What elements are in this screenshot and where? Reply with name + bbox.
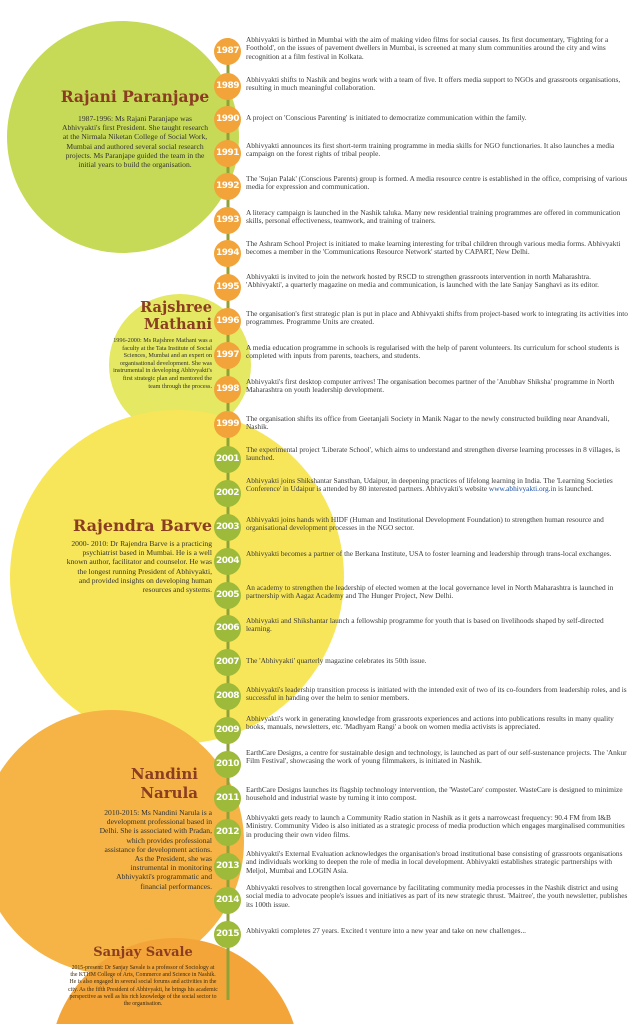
year-badge: 2010 — [214, 751, 241, 778]
president-bio: 2000- 2010: Dr Rajendra Barve is a practicing psychiatrist based in Mumbai. He is a well known author, facilitator and counselor. He was the longest running President of Abhivyakti, and provided insights on developing human resources and systems. — [66, 539, 212, 595]
year-badge: 1995 — [214, 274, 241, 301]
entry-text: A literacy campaign is launched in the Nashik taluka. Many new residential training programmes are offered in communication skills, personal effectiveness, teamwork, and training of trainers. — [246, 208, 621, 226]
year-badge: 2011 — [214, 785, 241, 812]
year-badge: 2015 — [214, 921, 241, 948]
year-badge: 1991 — [214, 140, 241, 167]
president-name-line2: Mathani — [143, 316, 212, 333]
year-badge: 1994 — [214, 240, 241, 267]
president-name-line2: Narula — [140, 784, 198, 802]
entry-text: The 'Sujan Palak' (Conscious Parents) group is formed. A media resource centre is established in the office, comprising of various media for expression and communication. — [246, 174, 628, 192]
president-bio: 2010-2015: Ms Nandini Narula is a development professional based in Delhi. She is associated with Pradan, which provides professional assistance for development actions. As the President, she was instrumental in monitoring Abhivyakti's programmatic and financial performances. — [99, 808, 212, 891]
year-badge: 1989 — [214, 73, 241, 100]
entry-text: A media education programme in schools is regularised with the help of parent volunteers. Its curriculum for school students is completed with inputs from parents, teachers, and students. — [246, 343, 620, 361]
year-badge: 1992 — [214, 173, 241, 200]
entry-text: EarthCare Designs launches its flagship technology intervention, the 'WasteCare' composter. WasteCare is designed to minimize household and industrial waste by turning it into compost. — [246, 785, 623, 803]
year-badge: 1996 — [214, 308, 241, 335]
president-name: Rajendra Barve — [73, 516, 212, 535]
website-link[interactable]: www.abhivyakti.org.in — [488, 484, 557, 494]
entry-text — [246, 477, 630, 494]
entry-text: Abhivyakti announces its first short-term training programme in media skills for NGO functionaries. It also launches a media campaign on the forest rights of tribal people. — [246, 141, 615, 159]
year-badge: 1999 — [214, 411, 241, 438]
president-name-line1: Nandini — [130, 765, 198, 783]
entry-text: Abhivyakti's first desktop computer arrives! The organisation becomes partner of the 'Anubhav Shiksha' programme in North Maharashtra on youth leadership development. — [246, 377, 615, 395]
year-badge: 2001 — [214, 446, 241, 473]
year-badge: 1990 — [214, 106, 241, 133]
entry-text: The Ashram School Project is initiated to make learning interesting for tribal children through various media forms. Abhivyakti becomes a member in the 'Communications Resource Network' started by CAPART, New Delhi. — [246, 239, 621, 257]
entry-text: The experimental project 'Liberate School', which aims to understand and strengthen diverse learning processes in 8 villages, is launched. — [246, 445, 621, 463]
entry-text-main: Abhivyakti joins Shikshantar Sansthan, Udaipur, in deepening practices of lifelong learning in India. The 'Learning Societies Conference' in Udaipur is attended by 80 interested partners. Abhivyakti's website — [246, 476, 613, 494]
entry-text: Abhivyakti is invited to join the network hosted by RSCD to strengthen grassroots intervention in north Maharashtra. 'Abhivyakti', a quarterly magazine on media and communication, is launched with the late Sanjay Sanghavi as its editor. — [246, 272, 600, 290]
entry-text: Abhivyakti's External Evaluation acknowledges the organisation's broad institutional base consisting of grassroots organisations and individuals working to deepen the role of media in local development. Abhivyakti establishes strategic partnerships with Meljol, Mumbai and LOGIN Asia. — [246, 849, 623, 875]
year-badge: 2006 — [214, 615, 241, 642]
year-badge: 2003 — [214, 514, 241, 541]
entry-text: Abhivyakti gets ready to launch a Community Radio station in Nashik as it gets a narrowcast frequency: 90.4 FM from I&B Ministry. Community Video is also initiated as a strategic process of media production which engages marginalised communities in producing their own video films. — [246, 813, 625, 839]
president-name: Sanjay Savale — [93, 945, 193, 960]
entry-text: An academy to strengthen the leadership of elected women at the local governance level in North Maharashtra is launched in partnership with Aagaz Academy and The Hunger Project, New Delhi. — [246, 583, 614, 601]
entry-text: Abhivyakti shifts to Nashik and begins work with a team of five. It offers media support to NGOs and grassroots organisations, resulting in much meaningful collaboration. — [246, 75, 621, 93]
entry-text: The organisation's first strategic plan is put in place and Abhivyakti shifts from project-based work to integrating its activities into programmes. Programme Units are created. — [246, 309, 628, 327]
entry-text: EarthCare Designs, a centre for sustainable design and technology, is launched as part of our self-sustenance projects. The 'Ankur Film Festival', showcasing the work of young filmmakers, is initiated in Nashik. — [246, 748, 627, 766]
year-badge: 2005 — [214, 582, 241, 609]
entry-text: The 'Abhivyakti' quarterly magazine celebrates its 50th issue. — [246, 656, 427, 665]
president-name-line1: Rajshree — [140, 299, 212, 316]
year-badge: 2004 — [214, 548, 241, 575]
year-badge: 2002 — [214, 480, 241, 507]
president-name: Rajani Paranjape — [60, 87, 210, 106]
entry-text: Abhivyakti's leadership transition process is initiated with the intended exit of two of its co-founders from leadership roles, and is successful in handing over the helm to senior members. — [246, 685, 627, 703]
year-badge: 2007 — [214, 649, 241, 676]
year-badge: 1997 — [214, 342, 241, 369]
entry-text: Abhivyakti and Shikshantar launch a fellowship programme for youth that is based on livelihoods shaped by self-directed learning. — [246, 616, 604, 634]
year-badge: 2009 — [214, 717, 241, 744]
year-badge: 2012 — [214, 819, 241, 846]
entry-text: A project on 'Conscious Parenting' is initiated to democratize communication within the family. — [246, 113, 527, 122]
president-bio: 1987-1996: Ms Rajani Paranjape was Abhivyakti's first President. She taught research at the Nirmala Niketan College of Social Work, Mumbai and authored several social research projects. Ms Paranjape guided the team in the initial years to build the organisation. — [61, 114, 209, 170]
year-badge: 2013 — [214, 853, 241, 880]
entry-text: Abhivyakti is birthed in Mumbai with the aim of making video films for social causes. Its first documentary, 'Fighting for a Foothold', on the issues of pavement dwellers in Mumbai, is screened at many slum communities around the city and wins recognition at a film festival in Kolkata. — [246, 35, 609, 61]
entry-text: Abhivyakti becomes a partner of the Berkana Institute, USA to foster learning and leadership through trans-local exchanges. — [246, 549, 612, 558]
entry-text: The organisation shifts its office from Geetanjali Society in Manik Nagar to the newly constructed building near Anandvali, Nashik. — [246, 414, 610, 432]
entry-text: Abhivyakti's work in generating knowledge from grassroots experiences and actions into publications results in many quality books, manuals, newsletters, etc. 'Madhyam Rangi' a book on women media activists is appreciated. — [246, 714, 614, 732]
year-badge: 1998 — [214, 376, 241, 403]
entry-text: Abhivyakti joins hands with HIDF (Human and Institutional Development Foundation) to strengthen human resource and organisational development processes in the NGO sector. — [246, 515, 604, 533]
entry-text: Abhivyakti completes 27 years. Excited t venture into a new year and take on new challenges... — [246, 926, 526, 935]
entry-text-after: is launched. — [556, 484, 594, 494]
entry-text: Abhivyakti resolves to strengthen local governance by facilitating community media processes in the Nashik district and using social media to advocate people's issues and initiatives as part of its new strategic thrust. 'Maitree', the youth newsletter, publishes its 100th issue. — [246, 883, 628, 909]
year-badge: 1993 — [214, 207, 241, 234]
year-badge: 2014 — [214, 887, 241, 914]
president-bio: 1996-2000: Ms Rajshree Mathani was a faculty at the Tata Institute of Social Sciences, Mumbai and an expert on organisational development. She was instrumental in developing Abhivyakti's first strategic plan and mentored the team through the process. — [113, 337, 212, 390]
year-badge: 2008 — [214, 683, 241, 710]
president-bio: 2015-present: Dr Sanjay Savale is a professor of Sociology at the KTHM College of Arts, Commerce and Science in Nashik. He is also engaged in several social forums and activities in the city. As the fifth President of Abhivyakti, he brings his academic perspective as well as his rich knowledge of the social sector to the organisation. — [68, 965, 218, 1008]
year-badge: 1987 — [214, 38, 241, 65]
